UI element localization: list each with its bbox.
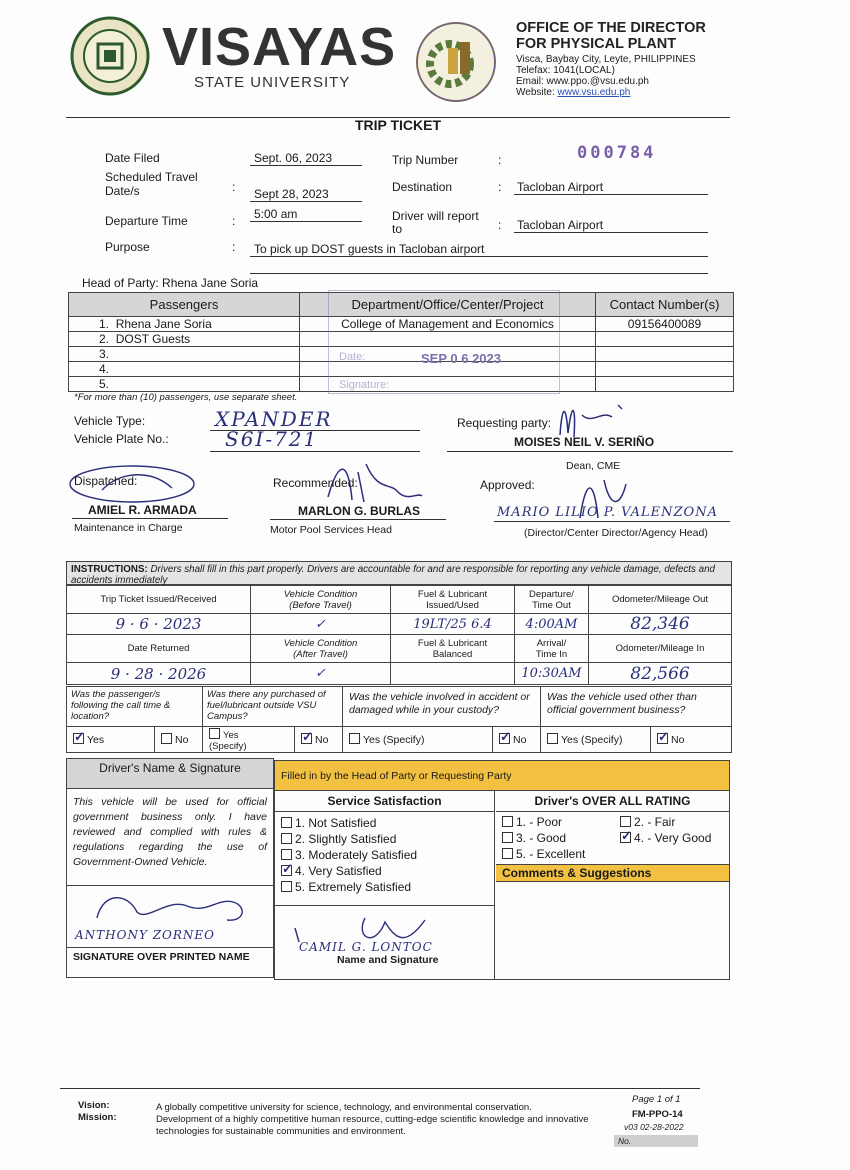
website-link[interactable]: www.vsu.edu.ph: [557, 87, 631, 98]
travel-log-table: [66, 585, 732, 685]
yes-specify-label: Yes (Specify): [561, 734, 623, 746]
departure-label-2: Time Out: [532, 599, 571, 611]
office-line2: FOR PHYSICAL PLANT: [516, 36, 677, 52]
option-label: 5. - Excellent: [516, 847, 586, 861]
vsu-seal: [70, 16, 150, 96]
row-number: 3.: [99, 347, 110, 361]
returned-label: Date Returned: [67, 635, 251, 663]
colon: :: [232, 240, 236, 254]
checkbox[interactable]: [657, 733, 668, 744]
checkbox[interactable]: [281, 849, 292, 860]
option-label: 4. - Very Good: [634, 831, 712, 845]
colon: :: [498, 218, 502, 232]
fuel-balanced-value: [391, 663, 515, 685]
passenger-name: DOST Guests: [115, 332, 191, 346]
cond-before-value: ✓: [251, 614, 391, 635]
q2-no-checkbox[interactable]: [295, 727, 343, 753]
date-filed-value: Sept. 06, 2023: [250, 151, 362, 166]
checkbox[interactable]: [547, 733, 558, 744]
stamp-date: SEP 0 6 2023: [421, 351, 501, 366]
service-title: Service Satisfaction: [275, 791, 494, 812]
scheduled-travel-value: Sept 28, 2023: [250, 187, 362, 202]
report-label-1: Driver will report: [392, 209, 479, 223]
head-signature-area: [275, 905, 494, 967]
colon: :: [232, 214, 236, 228]
passenger-contact: [596, 347, 734, 362]
fuel-issued-label-2: Issued/Used: [426, 599, 479, 611]
mission-label: Mission:: [78, 1112, 117, 1123]
service-option-1[interactable]: [281, 815, 488, 831]
page-number: Page 1 of 1: [632, 1094, 681, 1105]
trip-number-label: Trip Number: [392, 153, 459, 167]
checkbox[interactable]: [281, 833, 292, 844]
requesting-label: Requesting party:: [457, 416, 552, 430]
driver-printed-name: ANTHONY ZORNEO: [75, 928, 216, 942]
instructions-label: INSTRUCTIONS:: [71, 564, 148, 575]
rating-option-1[interactable]: [502, 815, 562, 829]
q3-no-checkbox[interactable]: [493, 727, 541, 753]
requesting-title: Dean, CME: [566, 460, 621, 472]
fuel-issued-value: 19LT/25 6.4: [391, 614, 515, 635]
form-version: v03 02-28-2022: [624, 1122, 684, 1132]
option-label: 4. Very Satisfied: [295, 864, 382, 878]
instructions-box: [66, 561, 732, 585]
recommended-name: MARLON G. BURLAS: [298, 504, 420, 518]
report-to-label: [392, 210, 479, 236]
question-call-time: Was the passenger/s following the call time & location?: [67, 687, 203, 727]
received-stamp: [328, 290, 560, 394]
issued-value: 9 · 6 · 2023: [67, 614, 251, 635]
vehicle-plate-label: Vehicle Plate No.:: [74, 432, 169, 446]
recommended-title: Motor Pool Services Head: [270, 524, 392, 536]
no-label: No: [175, 734, 189, 746]
passenger-note: *For more than (10) passengers, use separate sheet.: [74, 392, 298, 403]
office-address: Visca, Baybay City, Leyte, PHILIPPINES: [516, 54, 696, 65]
arrival-label-2: Time In: [535, 648, 568, 660]
driver-signature-area: [67, 885, 273, 947]
vision-text: A globally competitive university for science, technology, and environmental conservation.: [156, 1102, 532, 1113]
dispatched-line: [72, 518, 228, 519]
cond-after-label-2: (After Travel): [293, 648, 348, 660]
driver-statement: This vehicle will be used for official government business only. I have reviewed and complied with rules & regulations regarding the use of Government-Owned Vehicle.: [73, 796, 267, 868]
departure-label-1: Departure/: [529, 588, 574, 600]
dispatched-title: Maintenance in Charge: [74, 522, 183, 534]
footer-rule: [60, 1088, 700, 1089]
destination-label: Destination: [392, 180, 453, 194]
question-other-use: Was the vehicle used other than official government business?: [541, 687, 732, 727]
odo-out-value: 82,346: [589, 614, 732, 635]
instructions-text: Drivers shall fill in this part properly. Drivers are accountable for and are responsible for reporting any vehicle damage, defects and accidents immediately: [71, 564, 715, 586]
sched-label-1: Scheduled Travel: [105, 170, 198, 184]
destination-value: Tacloban Airport: [514, 180, 708, 195]
fuel-issued-label: [391, 586, 515, 614]
passenger-name: Rhena Jane Soria: [115, 317, 212, 331]
date-filed-label: Date Filed: [105, 151, 160, 165]
office-line1: OFFICE OF THE DIRECTOR: [516, 20, 706, 36]
colon: :: [498, 180, 502, 194]
checkbox[interactable]: [620, 816, 631, 827]
passenger-contact: [596, 377, 734, 392]
rating-title: Driver's OVER ALL RATING: [496, 791, 729, 812]
fuel-balanced-label: [391, 635, 515, 663]
departure-time-label: Departure Time: [105, 214, 188, 228]
departure-time-value: 5:00 am: [250, 207, 362, 222]
row-number: 1.: [99, 317, 110, 331]
passengers-header: Passengers: [69, 293, 300, 317]
website-label: Website:: [516, 87, 558, 98]
dispatched-label: Dispatched:: [74, 474, 138, 488]
checkbox[interactable]: [281, 817, 292, 828]
checkbox[interactable]: [499, 733, 510, 744]
stamp-date-label: Date:: [339, 351, 366, 363]
dispatched-name: AMIEL R. ARMADA: [88, 503, 197, 517]
purpose-extra-line: [250, 273, 708, 274]
mission-text: Development of a highly competitive human resource, cutting-edge scientific knowledge and innovative technologies for sustainable communities and environment.: [156, 1114, 589, 1137]
question-fuel-purchase: Was there any purchased of fuel/lubricant outside VSU Campus?: [203, 687, 343, 727]
option-label: 2. Slightly Satisfied: [295, 832, 397, 846]
checkbox[interactable]: [349, 733, 360, 744]
approved-title: (Director/Center Director/Agency Head): [524, 527, 708, 539]
cond-after-value: ✓: [251, 663, 391, 685]
comments-area[interactable]: [496, 882, 729, 982]
arrival-label-1: Arrival/: [536, 637, 567, 649]
rating-option-4[interactable]: [620, 831, 711, 845]
office-email: Email: www.ppo.@vsu.edu.ph: [516, 76, 649, 87]
sched-label-2: Date/s: [105, 184, 140, 198]
option-label: 5. Extremely Satisfied: [295, 880, 412, 894]
checkbox[interactable]: [620, 832, 631, 843]
cond-before-label-1: Vehicle Condition: [283, 588, 358, 600]
contact-header: Contact Number(s): [596, 293, 734, 317]
rating-option-3[interactable]: [502, 831, 566, 845]
purpose-label: Purpose: [105, 240, 150, 254]
q3-yes-checkbox[interactable]: [343, 727, 493, 753]
checkbox[interactable]: [209, 728, 220, 739]
service-option-5[interactable]: [281, 879, 488, 895]
university-name: [162, 17, 397, 91]
checkbox[interactable]: [301, 733, 312, 744]
purpose-value: To pick up DOST guests in Tacloban airport: [250, 242, 708, 257]
requesting-line: [447, 451, 733, 452]
specify-label: (Specify): [209, 740, 247, 752]
service-satisfaction: [275, 791, 495, 979]
no-label: No: [671, 734, 685, 746]
form-no: No.: [614, 1135, 698, 1147]
rating-option-5[interactable]: [502, 847, 585, 861]
q4-yes-checkbox[interactable]: [541, 727, 651, 753]
colon: :: [232, 180, 236, 194]
odo-in-value: 82,566: [589, 663, 732, 685]
option-label: 1. Not Satisfied: [295, 816, 377, 830]
report-label-2: to: [392, 222, 403, 236]
head-signer-name: CAMIL G. LONTOC: [299, 940, 433, 954]
service-option-2[interactable]: [281, 831, 488, 847]
odo-out-label: Odometer/Mileage Out: [589, 586, 732, 614]
option-label: 2. - Fair: [634, 815, 676, 829]
rating-option-2[interactable]: [620, 815, 675, 829]
form-title: TRIP TICKET: [354, 117, 442, 133]
university-name-big: VISAYAS: [162, 17, 397, 77]
q2-yes-checkbox[interactable]: [203, 727, 295, 753]
office-info: [516, 20, 776, 98]
q4-no-checkbox[interactable]: [651, 727, 732, 753]
office-telefax: Telefax: 1041(LOCAL): [516, 65, 615, 76]
approved-label: Approved:: [480, 478, 535, 492]
checkbox[interactable]: [502, 848, 513, 859]
service-option-3[interactable]: [281, 847, 488, 863]
service-options: [275, 812, 494, 898]
row-number: 4.: [99, 362, 110, 376]
yes-specify-label: Yes (Specify): [363, 734, 425, 746]
driver-panel: [66, 758, 274, 978]
approved-name: MARIO LILIO P. VALENZONA: [497, 505, 718, 520]
requesting-name: MOISES NEIL V. SERIÑO: [514, 435, 655, 449]
arrival-value: 10:30AM: [515, 663, 589, 685]
yes-label: Yes: [223, 729, 239, 741]
head-of-party: Head of Party: Rhena Jane Soria: [82, 276, 259, 290]
passenger-contact: [596, 332, 734, 347]
vehicle-type-label: Vehicle Type:: [74, 414, 146, 428]
rating-options: [496, 812, 729, 864]
cond-after-label: [251, 635, 391, 663]
no-label: No: [315, 734, 329, 746]
checkbox[interactable]: [281, 865, 292, 876]
driver-rating: [496, 791, 729, 982]
q1-no-checkbox[interactable]: [155, 727, 203, 753]
form-code: FM-PPO-14: [632, 1109, 683, 1120]
returned-value: 9 · 28 · 2026: [67, 663, 251, 685]
stamp-sig-label: Signature:: [339, 379, 390, 391]
vision-label: Vision:: [78, 1100, 110, 1111]
head-party-panel: [274, 760, 730, 980]
trip-number-value: 000784: [577, 143, 657, 163]
colon: :: [498, 153, 502, 167]
ppo-seal: [414, 20, 498, 104]
departure-value: 4:00AM: [515, 614, 589, 635]
report-to-value: Tacloban Airport: [514, 218, 708, 233]
recommended-label: Recommended:: [273, 476, 358, 490]
driver-signature: [77, 888, 257, 932]
no-label: No: [513, 734, 527, 746]
option-label: 3. Moderately Satisfied: [295, 848, 418, 862]
fuel-bal-label-2: Balanced: [432, 648, 473, 660]
approved-line: [494, 521, 730, 522]
question-accident: Was the vehicle involved in accident or damaged while in your custody?: [343, 687, 541, 727]
head-sig-caption: Name and Signature: [337, 954, 439, 966]
row-number: 2.: [99, 332, 110, 346]
service-option-4[interactable]: [281, 863, 488, 879]
passenger-contact: 09156400089: [596, 317, 734, 332]
departure-label: [515, 586, 589, 614]
head-party-banner: Filled in by the Head of Party or Requesting Party: [275, 761, 729, 791]
university-name-small: STATE UNIVERSITY: [194, 74, 351, 91]
fuel-issued-label-1: Fuel & Lubricant: [417, 588, 488, 600]
vehicle-plate-value: S6I-721: [225, 427, 319, 451]
cond-before-label-2: (Before Travel): [289, 599, 352, 611]
fuel-bal-label-1: Fuel & Lubricant: [417, 637, 488, 649]
arrival-label: [515, 635, 589, 663]
recommended-line: [270, 519, 446, 520]
driver-header: Driver's Name & Signature: [67, 759, 273, 789]
checkbox[interactable]: [281, 881, 292, 892]
comments-title: Comments & Suggestions: [496, 864, 729, 882]
questions-table: [66, 686, 732, 753]
department-header: Department/Office/Center/Project: [300, 293, 596, 317]
q1-yes-checkbox[interactable]: [67, 727, 155, 753]
odo-in-label: Odometer/Mileage In: [589, 635, 732, 663]
cond-after-label-1: Vehicle Condition: [283, 637, 358, 649]
checkbox[interactable]: [73, 733, 84, 744]
row-number: 5.: [99, 377, 110, 391]
option-label: 1. - Poor: [516, 815, 563, 829]
checkbox[interactable]: [502, 816, 513, 827]
checkbox[interactable]: [502, 832, 513, 843]
option-label: 3. - Good: [516, 831, 567, 845]
cond-before-label: [251, 586, 391, 614]
passenger-dept: College of Management and Economics: [300, 317, 596, 332]
passenger-contact: [596, 362, 734, 377]
issued-label: Trip Ticket Issued/Received: [67, 586, 251, 614]
scheduled-travel-label: [105, 170, 198, 198]
yes-label: Yes: [87, 734, 105, 746]
driver-sig-caption: SIGNATURE OVER PRINTED NAME: [67, 947, 273, 966]
checkbox[interactable]: [161, 733, 172, 744]
vehicle-type-value: XPANDER: [215, 407, 333, 431]
